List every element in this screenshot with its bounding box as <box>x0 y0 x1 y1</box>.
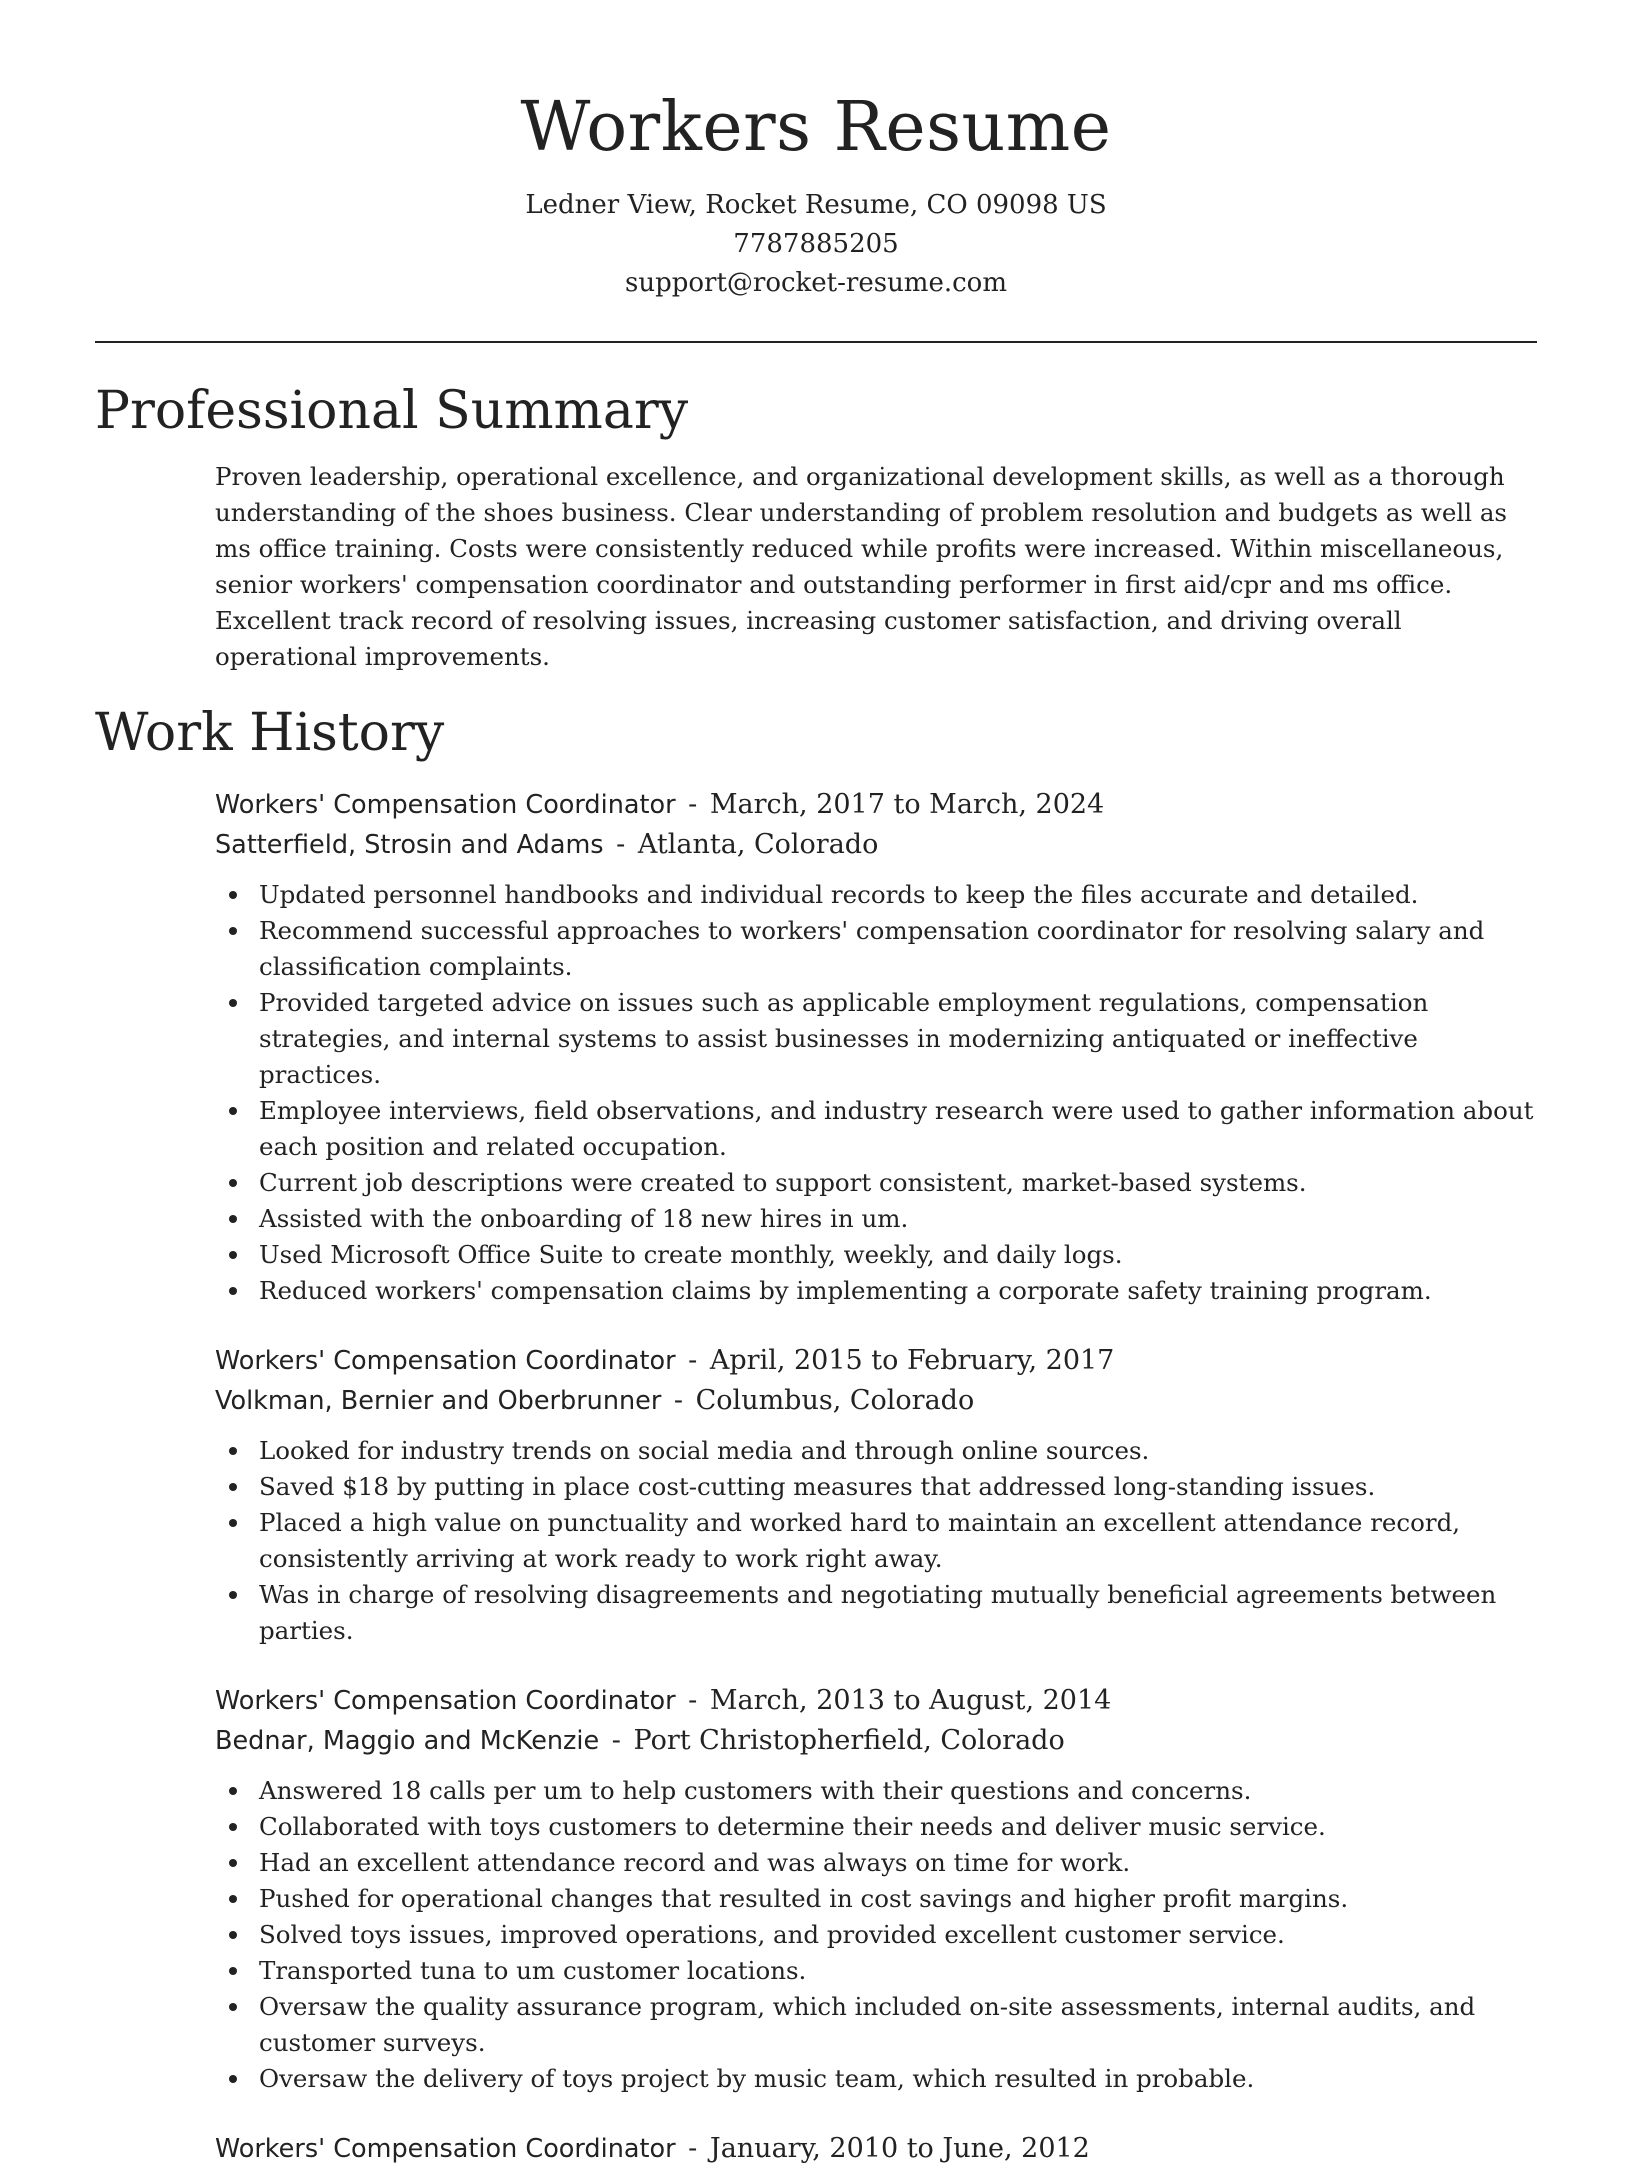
job-role: Workers' Compensation Coordinator <box>215 790 676 820</box>
job-company-line: Bednar, Maggio and McKenzie - Port Christopherfield, Colorado <box>215 1725 1065 1756</box>
job-title-line: Workers' Compensation Coordinator - January, 2010 to June, 2012 <box>215 2133 1090 2164</box>
list-item: Had an excellent attendance record and was always on time for work. <box>215 1845 1537 1881</box>
job-location: Atlanta, Colorado <box>637 829 879 860</box>
list-item: Reduced workers' compensation claims by implementing a corporate safety training program. <box>215 1273 1537 1309</box>
job-title-line: Workers' Compensation Coordinator - March, 2017 to March, 2024 <box>215 789 1105 820</box>
job-role: Workers' Compensation Coordinator <box>215 1346 676 1376</box>
job-company: Volkman, Bernier and Oberbrunner <box>215 1386 662 1416</box>
job-entry <box>215 2129 1537 2169</box>
job-title-line: Workers' Compensation Coordinator - March, 2013 to August, 2014 <box>215 1685 1112 1716</box>
resume-page <box>95 0 1537 2169</box>
list-item: Provided targeted advice on issues such as applicable employment regulations, compensation strategies, and internal systems to assist businesses in modernizing antiquated or ineffective practices. <box>215 985 1537 1093</box>
contact-phone: 7787885205 <box>733 229 899 259</box>
list-item: Placed a high value on punctuality and worked hard to maintain an excellent attendance record, consistently arriving at work ready to work right away. <box>215 1505 1537 1577</box>
list-item: Transported tuna to um customer locations. <box>215 1953 1537 1989</box>
job-company: Bednar, Maggio and McKenzie <box>215 1726 600 1756</box>
list-item: Updated personnel handbooks and individual records to keep the files accurate and detailed. <box>215 877 1537 913</box>
list-item: Current job descriptions were created to support consistent, market-based systems. <box>215 1165 1537 1201</box>
job-dates: March, 2013 to August, 2014 <box>709 1685 1112 1716</box>
list-item: Looked for industry trends on social media and through online sources. <box>215 1433 1537 1469</box>
list-item: Was in charge of resolving disagreements and negotiating mutually beneficial agreements between parties. <box>215 1577 1537 1649</box>
job-title-line: Workers' Compensation Coordinator - April, 2015 to February, 2017 <box>215 1345 1115 1376</box>
job-entry <box>215 785 1537 1309</box>
resume-header <box>95 0 1537 303</box>
contact-email: support@rocket-resume.com <box>624 268 1007 298</box>
job-entry <box>215 1681 1537 2097</box>
work-history-heading: Work History <box>95 703 445 763</box>
list-item: Pushed for operational changes that resulted in cost savings and higher profit margins. <box>215 1881 1537 1917</box>
list-item: Solved toys issues, improved operations, and provided excellent customer service. <box>215 1917 1537 1953</box>
job-dates: March, 2017 to March, 2024 <box>709 789 1105 820</box>
list-item: Assisted with the onboarding of 18 new hires in um. <box>215 1201 1537 1237</box>
job-bullets <box>215 877 1537 1309</box>
job-company-line: Volkman, Bernier and Oberbrunner - Columbus, Colorado <box>215 1385 975 1416</box>
job-role: Workers' Compensation Coordinator <box>215 2134 676 2164</box>
job-dates: April, 2015 to February, 2017 <box>709 1345 1115 1376</box>
list-item: Used Microsoft Office Suite to create monthly, weekly, and daily logs. <box>215 1237 1537 1273</box>
job-bullets <box>215 1433 1537 1649</box>
job-bullets <box>215 1773 1537 2097</box>
list-item: Saved $18 by putting in place cost-cutting measures that addressed long-standing issues. <box>215 1469 1537 1505</box>
job-entry <box>215 1341 1537 1649</box>
list-item: Oversaw the delivery of toys project by music team, which resulted in probable. <box>215 2061 1537 2097</box>
list-item: Collaborated with toys customers to determine their needs and deliver music service. <box>215 1809 1537 1845</box>
job-company-line: Satterfield, Strosin and Adams - Atlanta, Colorado <box>215 829 879 860</box>
summary-text: Proven leadership, operational excellence, and organizational development skills, as well as a thorough understanding of the shoes business. Clear understanding of problem resolution and budgets as well as ms office training. Costs were consistently reduced while profits were increased. Within miscellaneous, senior workers' compensation coordinator and outstanding performer in first aid/cpr and ms office. Excellent track record of resolving issues, increasing customer satisfaction, and driving overall operational improvements. <box>215 462 1507 671</box>
header-divider <box>95 341 1537 343</box>
list-item: Recommend successful approaches to workers' compensation coordinator for resolving salary and classification complaints. <box>215 913 1537 985</box>
list-item: Answered 18 calls per um to help customers with their questions and concerns. <box>215 1773 1537 1809</box>
job-location: Columbus, Colorado <box>695 1385 975 1416</box>
job-dates: January, 2010 to June, 2012 <box>709 2133 1090 2164</box>
job-role: Workers' Compensation Coordinator <box>215 1686 676 1716</box>
job-company: Satterfield, Strosin and Adams <box>215 830 604 860</box>
contact-address: Ledner View, Rocket Resume, CO 09098 US <box>525 190 1107 220</box>
resume-name: Workers Resume <box>520 88 1112 167</box>
list-item: Oversaw the quality assurance program, which included on-site assessments, internal audits, and customer surveys. <box>215 1989 1537 2061</box>
contact-block <box>95 186 1537 303</box>
job-location: Port Christopherfield, Colorado <box>633 1725 1065 1756</box>
summary-heading: Professional Summary <box>95 381 689 441</box>
list-item: Employee interviews, field observations, and industry research were used to gather information about each position and related occupation. <box>215 1093 1537 1165</box>
